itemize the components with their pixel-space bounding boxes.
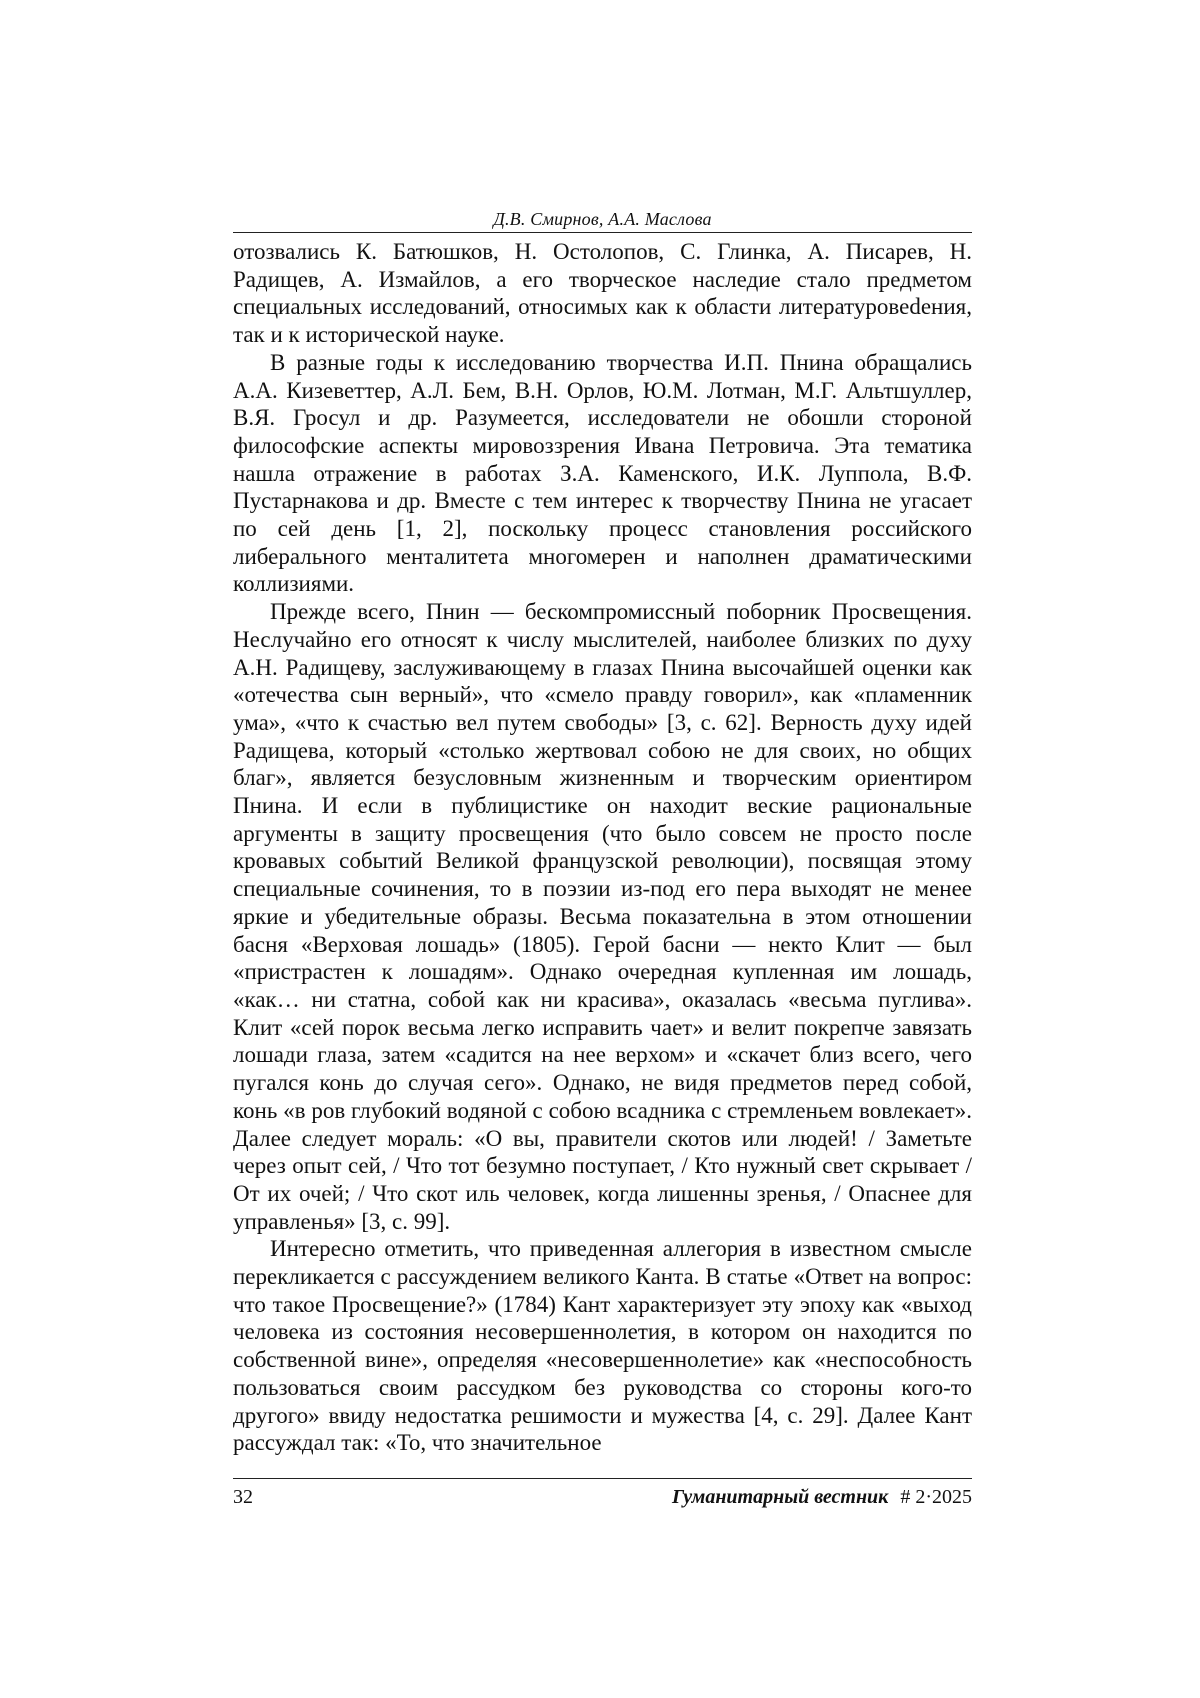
paragraph-2: В разные годы к исследованию творчества И.П. Пнина обращались А.А. Кизеветтер, А.Л. Бем, В.Н. Орлов, Ю.М. Лотман, М.Г. Альтшуллер, В.Я. Гросул и др. Разумеется, исследователи не обошли стороной философские аспекты мировоззрения Ивана Петровича. Эта тематика нашла отражение в работах З.А. Каменского, И.К. Луппола, В.Ф. Пустарнакова и др. Вместе с тем интерес к творчеству Пнина не угасает по сей день [1, 2], поскольку процесс становления российского либерального менталитета многомерен и наполнен драматическими коллизиями. <box>233 349 972 597</box>
journal-info <box>672 1484 972 1510</box>
article-body <box>233 238 972 1457</box>
paragraph-3: Прежде всего, Пнин — бескомпромиссный поборник Просвещения. Неслучайно его относят к числу мыслителей, наиболее близких по духу А.Н. Радищеву, заслуживающему в глазах Пнина высочайшей оценки как «отечества сын верный», что «смело правду говорил», как «пламенник ума», «что к счастью вел путем свободы» [3, с. 62]. Верность духу идей Радищева, который «столько жертвовал собою не для своих, но общих благ», является безусловным жизненным и творческим ориентиром Пнина. И если в публицистике он находит веские рациональные аргументы в защиту просвещения (что было совсем не просто после кровавых событий Великой французской революции), посвящая этому специальные сочинения, то в поэзии из-под его пера выходят не менее яркие и убедительные образы. Весьма показательна в этом отношении басня «Верховая лошадь» (1805). Герой басни — некто Клит — был «пристрастен к лошадям». Однако очередная купленная им лошадь, «как… ни статна, собой как ни красива», оказалась «весьма пуглива». Клит «сей порок весьма легко исправить чает» и велит покрепче завязать лошади глаза, затем «садится на нее верхом» и «скачет близ всего, чего пугался конь до случая сего». Однако, не видя предметов перед собой, конь «в ров глубокий водяной с собою всадника с стремленьем вовлекает». Далее следует мораль: «О вы, правители скотов или людей! / Заметьте через опыт сей, / Что тот безумно поступает, / Кто нужный свет скрывает / От их очей; / Что скот иль человек, когда лишенны зренья, / Опаснее для управленья» [3, с. 99]. <box>233 599 972 1234</box>
issue-number: # 2·2025 <box>900 1486 972 1508</box>
journal-name: Гуманитарный вестник <box>672 1486 889 1508</box>
paragraph-4: Интересно отметить, что приведенная аллегория в известном смысле перекликается с рассуждением великого Канта. В статье «Ответ на вопрос: что такое Просвещение?» (1784) Кант характеризует эту эпоху как «выход человека из состояния несовершеннолетия, в котором он находится по собственной вине», определяя «несовершеннолeтие» как «неспособность пользоваться своим рассудком без руководства со стороны кого-то другого» ввиду недостатка решимости и мужества [4, с. 29]. Далее Кант рассуждал так: «То, что значительное <box>233 1236 972 1456</box>
page-number: 32 <box>233 1486 253 1508</box>
footer-rule <box>233 1478 972 1479</box>
page-footer <box>233 1484 972 1510</box>
running-head-authors: Д.В. Смирнов, А.А. Маслова <box>493 209 712 229</box>
journal-page <box>233 0 972 1698</box>
header-rule <box>233 232 972 233</box>
paragraph-1: отозвались К. Батюшков, Н. Остолопов, С. Глинка, А. Писарев, Н. Радищев, А. Измайлов, а его творческое наследие стало предметом специальных исследований, относимых как к области литературовеdения, так и к исторической науке. <box>233 239 972 348</box>
